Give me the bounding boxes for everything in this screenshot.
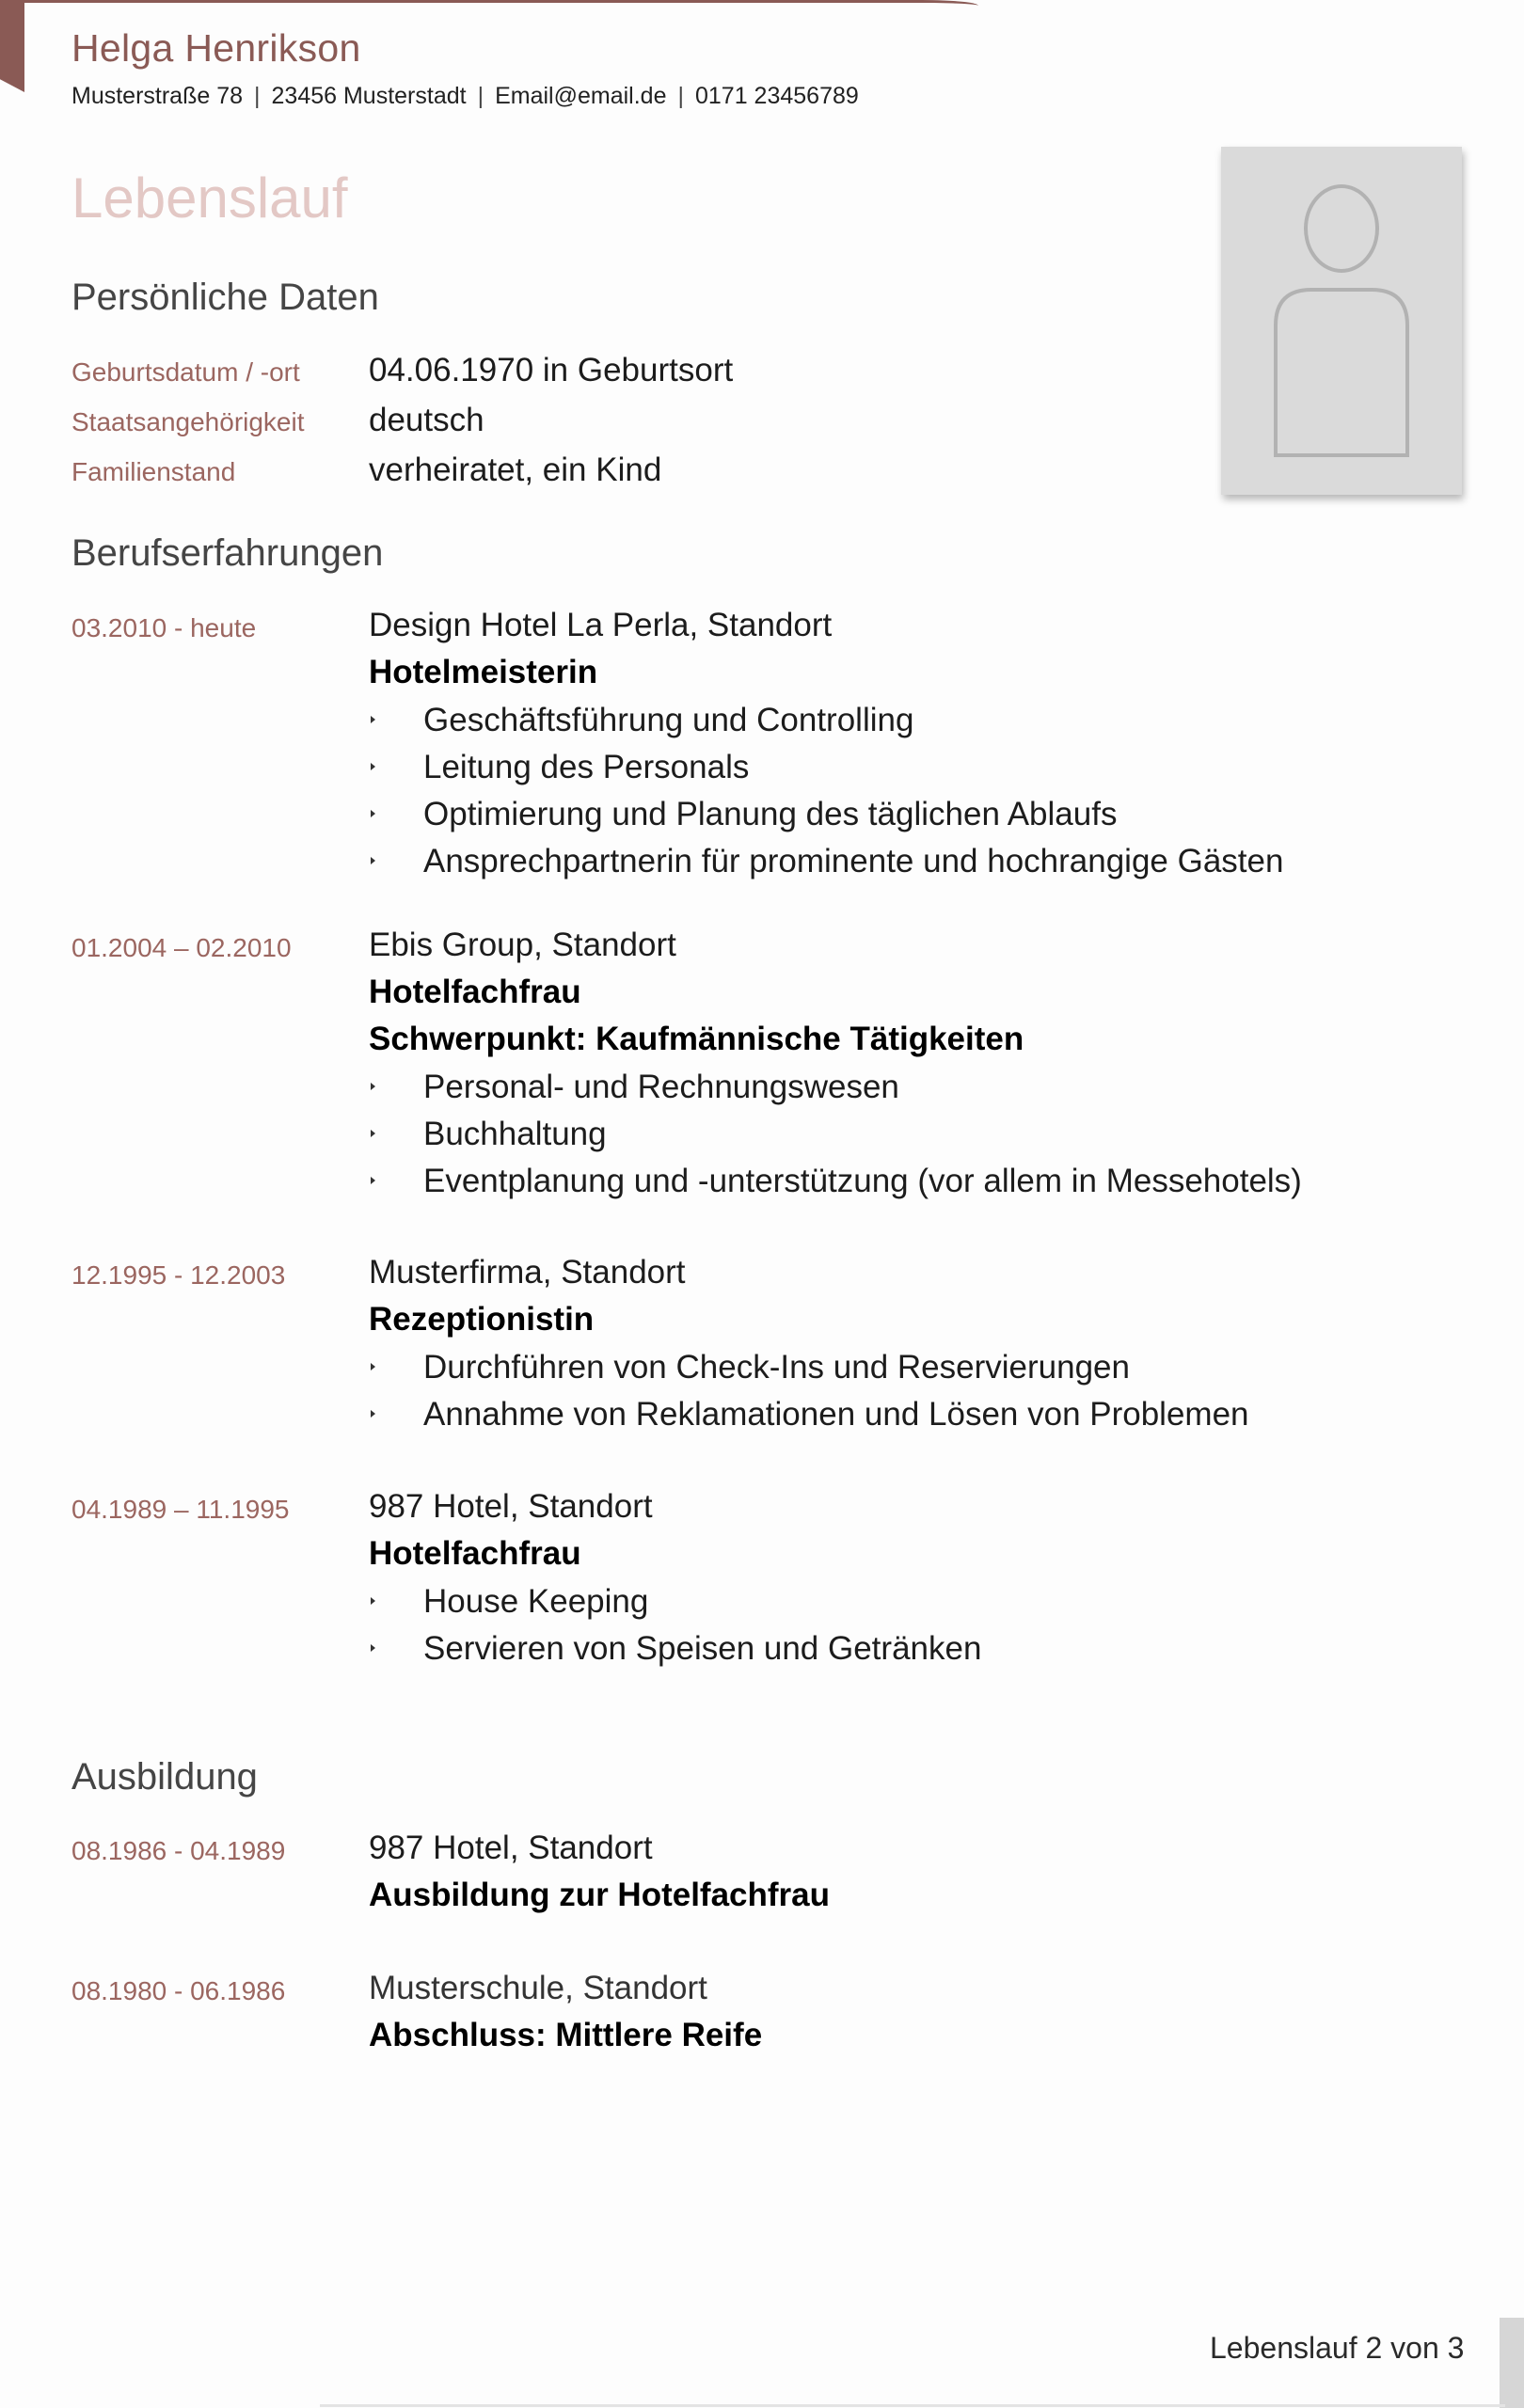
experience-period: 01.2004 – 02.2010 [71,933,292,962]
task-item [369,838,1283,885]
phone: 0171 23456789 [694,83,859,109]
task-item [369,744,1283,791]
applicant-name: Helga Henrikson [71,26,361,70]
task-text: Ansprechpartnerin für prominente und hochrangige Gästen [423,843,1284,879]
education-period: 08.1980 - 06.1986 [71,1976,286,2005]
bullet-arrow-icon [371,1363,375,1370]
task-text: Eventplanung und -unterstützung (vor allem in Messehotels) [423,1163,1302,1199]
experience-role: Hotelmeisterin [369,654,598,690]
contact-line [71,83,859,110]
task-text: Annahme von Reklamationen und Lösen von Problemen [423,1396,1249,1433]
experience-period: 04.1989 – 11.1995 [71,1495,290,1524]
label-marital-status: Familienstand [71,457,236,486]
bullet-arrow-icon [371,1177,375,1184]
education-period: 08.1986 - 04.1989 [71,1836,286,1865]
task-text: Geschäftsführung und Controlling [423,702,914,738]
label-nationality: Staatsangehörigkeit [71,407,305,436]
experience-company: Design Hotel La Perla, Standort [369,607,833,643]
bullet-arrow-icon [371,810,375,817]
address: Musterstraße 78 [71,83,244,109]
photo-placeholder [1221,147,1462,495]
city: 23456 Musterstadt [271,83,467,109]
document-title: Lebenslauf [71,166,348,230]
footer-accent-bar [1500,2318,1524,2408]
task-text: Servieren von Speisen und Getränken [423,1630,982,1667]
person-placeholder-icon [1221,147,1462,495]
task-text: Durchführen von Check-Ins und Reservierungen [423,1349,1130,1386]
label-birth: Geburtsdatum / -ort [71,357,300,387]
task-item [369,791,1283,838]
value-birth: 04.06.1970 in Geburtsort [369,352,734,388]
footer-line [320,2404,1505,2407]
task-list [369,697,1283,885]
task-list [369,1578,981,1672]
page-number: Lebenslauf 2 von 3 [1210,2331,1465,2365]
task-text: Leitung des Personals [423,749,750,785]
bullet-arrow-icon [371,1410,375,1418]
experience-period: 12.1995 - 12.2003 [71,1260,286,1290]
experience-company: Ebis Group, Standort [369,927,676,963]
task-text: House Keeping [423,1583,649,1620]
experience-role: Rezeptionistin [369,1301,595,1338]
bullet-arrow-icon [371,1130,375,1137]
task-text: Optimierung und Planung des täglichen Ablaufs [423,796,1118,832]
task-list [369,1064,1302,1205]
experience-focus: Schwerpunkt: Kaufmännische Tätigkeiten [369,1021,1024,1057]
task-text: Buchhaltung [423,1116,607,1152]
experience-period: 03.2010 - heute [71,613,257,642]
experience-role: Hotelfachfrau [369,1535,581,1572]
task-item [369,1064,1302,1111]
value-marital-status: verheiratet, ein Kind [369,452,662,488]
education-institution: 987 Hotel, Standort [369,1830,653,1866]
task-list [369,1344,1249,1438]
task-item [369,697,1283,744]
task-item [369,1158,1302,1205]
education-detail: Abschluss: Mittlere Reife [369,2017,763,2053]
corner-accent [0,0,24,92]
section-heading-experience: Berufserfahrungen [71,532,384,574]
section-heading-personal: Persönliche Daten [71,277,379,318]
separator: | [477,83,484,109]
separator: | [254,83,261,109]
bullet-arrow-icon [371,857,375,864]
bullet-arrow-icon [371,1083,375,1090]
task-text: Personal- und Rechnungswesen [423,1069,899,1105]
separator: | [677,83,684,109]
top-decor-line [0,0,978,8]
value-nationality: deutsch [369,402,484,438]
education-institution: Musterschule, Standort [369,1970,707,2006]
bullet-arrow-icon [371,716,375,723]
email: Email@email.de [495,83,667,109]
bullet-arrow-icon [371,1644,375,1652]
bullet-arrow-icon [371,1597,375,1605]
section-heading-education: Ausbildung [71,1756,258,1798]
bullet-arrow-icon [371,763,375,770]
education-detail: Ausbildung zur Hotelfachfrau [369,1877,830,1913]
task-item [369,1344,1249,1391]
experience-company: 987 Hotel, Standort [369,1488,653,1525]
task-item [369,1111,1302,1158]
task-item [369,1391,1249,1438]
task-item [369,1625,981,1672]
experience-role: Hotelfachfrau [369,974,581,1010]
task-item [369,1578,981,1625]
experience-company: Musterfirma, Standort [369,1254,686,1291]
